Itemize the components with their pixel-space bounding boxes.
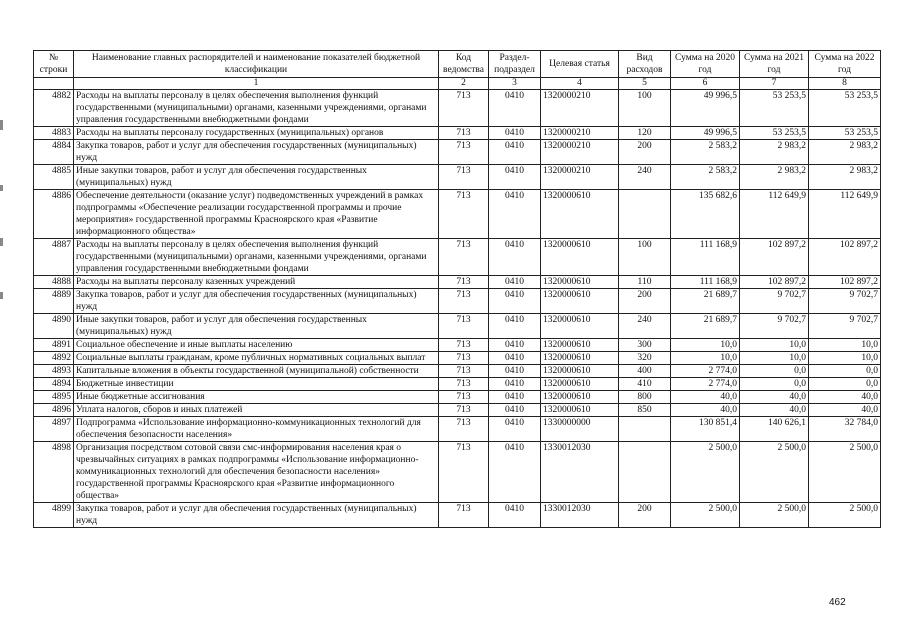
row-department-code-cell: 713 (439, 127, 489, 140)
row-name-cell: Обеспечение деятельности (оказание услуг) подведомственных учреждений в рамках подпрограммы «Обеспечение реализации государственной программы и прочие мероприятия» государственной программы Красноярского края «Развитие информационного общества» (74, 190, 439, 239)
scan-artifact (0, 120, 3, 130)
row-sum-2022-cell: 10,0 (809, 352, 881, 365)
row-expense-type-cell: 120 (619, 127, 671, 140)
table-row (34, 503, 881, 528)
column-number: 3 (489, 78, 541, 90)
header-sum-2020: Сумма на 2020 год (671, 51, 740, 78)
row-target-item-cell: 1320000210 (541, 165, 619, 190)
row-sum-2020-cell: 111 168,9 (671, 276, 740, 289)
table-row (34, 140, 881, 165)
row-department-code-cell: 713 (439, 140, 489, 165)
row-number-cell: 4886 (34, 190, 74, 239)
row-department-code-cell: 713 (439, 391, 489, 404)
row-sum-2021-cell: 10,0 (740, 339, 809, 352)
row-sum-2020-cell: 111 168,9 (671, 239, 740, 276)
header-section: Раздел- подраздел (489, 51, 541, 78)
row-expense-type-cell: 300 (619, 339, 671, 352)
row-expense-type-cell: 240 (619, 314, 671, 339)
row-target-item-cell: 1320000210 (541, 90, 619, 127)
row-sum-2022-cell: 2 983,2 (809, 165, 881, 190)
table-row (34, 417, 881, 442)
row-sum-2021-cell: 0,0 (740, 378, 809, 391)
row-sum-2022-cell: 102 897,2 (809, 276, 881, 289)
row-section-cell: 0410 (489, 314, 541, 339)
row-section-cell: 0410 (489, 391, 541, 404)
row-name-cell: Иные закупки товаров, работ и услуг для обеспечения государственных (муниципальных) нужд (74, 314, 439, 339)
row-number-cell: 4888 (34, 276, 74, 289)
row-name-cell: Расходы на выплаты персоналу в целях обеспечения выполнения функций государственными (муниципальными) органами, казенными учреждениями, органами управления государственными внебюджетными фондами (74, 90, 439, 127)
scan-artifact (0, 238, 3, 246)
row-name-cell: Капитальные вложения в объекты государственной (муниципальной) собственности (74, 365, 439, 378)
row-sum-2021-cell: 2 500,0 (740, 503, 809, 528)
table-row (34, 442, 881, 503)
row-section-cell: 0410 (489, 352, 541, 365)
row-section-cell: 0410 (489, 339, 541, 352)
row-section-cell: 0410 (489, 276, 541, 289)
header-sum-2021: Сумма на 2021 год (740, 51, 809, 78)
row-number-cell: 4898 (34, 442, 74, 503)
row-name-cell: Социальное обеспечение и иные выплаты населению (74, 339, 439, 352)
column-number: 5 (619, 78, 671, 90)
row-number-cell: 4885 (34, 165, 74, 190)
row-sum-2022-cell: 2 500,0 (809, 503, 881, 528)
header-department-code: Код ведомства (439, 51, 489, 78)
row-name-cell: Закупка товаров, работ и услуг для обеспечения государственных (муниципальных) нужд (74, 289, 439, 314)
row-department-code-cell: 713 (439, 352, 489, 365)
row-target-item-cell: 1320000610 (541, 190, 619, 239)
table-row (34, 127, 881, 140)
row-target-item-cell: 1320000610 (541, 378, 619, 391)
column-number: 8 (809, 78, 881, 90)
column-number: 2 (439, 78, 489, 90)
row-target-item-cell: 1320000610 (541, 239, 619, 276)
row-department-code-cell: 713 (439, 289, 489, 314)
row-section-cell: 0410 (489, 165, 541, 190)
column-number: 6 (671, 78, 740, 90)
header-sum-2022: Сумма на 2022 год (809, 51, 881, 78)
row-number-cell: 4883 (34, 127, 74, 140)
row-target-item-cell: 1320000210 (541, 140, 619, 165)
row-sum-2020-cell: 10,0 (671, 339, 740, 352)
row-department-code-cell: 713 (439, 90, 489, 127)
row-name-cell: Расходы на выплаты персоналу государственных (муниципальных) органов (74, 127, 439, 140)
row-target-item-cell: 1330012030 (541, 442, 619, 503)
row-section-cell: 0410 (489, 404, 541, 417)
row-name-cell: Расходы на выплаты персоналу в целях обеспечения выполнения функций государственными (муниципальными) органами, казенными учреждениями, органами управления государственными внебюджетными фондами (74, 239, 439, 276)
row-expense-type-cell: 800 (619, 391, 671, 404)
row-department-code-cell: 713 (439, 378, 489, 391)
row-sum-2022-cell: 53 253,5 (809, 127, 881, 140)
row-number-cell: 4895 (34, 391, 74, 404)
scan-artifact (0, 185, 3, 191)
row-name-cell: Расходы на выплаты персоналу казенных учреждений (74, 276, 439, 289)
row-sum-2020-cell: 49 996,5 (671, 127, 740, 140)
row-sum-2020-cell: 49 996,5 (671, 90, 740, 127)
table-row (34, 339, 881, 352)
row-sum-2022-cell: 32 784,0 (809, 417, 881, 442)
row-name-cell: Уплата налогов, сборов и иных платежей (74, 404, 439, 417)
row-name-cell: Подпрограмма «Использование информационно-коммуникационных технологий для обеспечения безопасности населения» (74, 417, 439, 442)
row-section-cell: 0410 (489, 442, 541, 503)
row-section-cell: 0410 (489, 365, 541, 378)
row-expense-type-cell: 320 (619, 352, 671, 365)
row-sum-2022-cell: 112 649,9 (809, 190, 881, 239)
table-header (34, 51, 881, 90)
row-target-item-cell: 1320000210 (541, 127, 619, 140)
row-expense-type-cell: 200 (619, 503, 671, 528)
row-expense-type-cell: 200 (619, 289, 671, 314)
row-name-cell: Закупка товаров, работ и услуг для обеспечения государственных (муниципальных) нужд (74, 503, 439, 528)
row-department-code-cell: 713 (439, 314, 489, 339)
row-name-cell: Иные закупки товаров, работ и услуг для обеспечения государственных (муниципальных) нужд (74, 165, 439, 190)
row-sum-2022-cell: 0,0 (809, 378, 881, 391)
row-section-cell: 0410 (489, 127, 541, 140)
column-number: 4 (541, 78, 619, 90)
table-row (34, 314, 881, 339)
row-department-code-cell: 713 (439, 365, 489, 378)
row-number-cell: 4894 (34, 378, 74, 391)
row-section-cell: 0410 (489, 190, 541, 239)
row-sum-2021-cell: 102 897,2 (740, 276, 809, 289)
row-sum-2021-cell: 2 983,2 (740, 140, 809, 165)
scan-artifact (0, 292, 3, 299)
row-sum-2020-cell: 2 583,2 (671, 140, 740, 165)
row-target-item-cell: 1330000000 (541, 417, 619, 442)
row-sum-2020-cell: 2 500,0 (671, 442, 740, 503)
table-row (34, 239, 881, 276)
row-sum-2021-cell: 0,0 (740, 365, 809, 378)
row-number-cell: 4884 (34, 140, 74, 165)
header-expense-type: Вид расходов (619, 51, 671, 78)
row-department-code-cell: 713 (439, 190, 489, 239)
header-target-item: Целевая статья (541, 51, 619, 78)
row-department-code-cell: 713 (439, 339, 489, 352)
table-row (34, 391, 881, 404)
row-department-code-cell: 713 (439, 165, 489, 190)
row-section-cell: 0410 (489, 289, 541, 314)
row-department-code-cell: 713 (439, 503, 489, 528)
row-sum-2020-cell: 135 682,6 (671, 190, 740, 239)
row-name-cell: Организация посредством сотовой связи смс-информирования населения края о чрезвычайных ситуациях в рамках подпрограммы «Использование информационно-коммуникационных технологий для обеспечения безопасности населения» государственной программы Красноярского края «Развитие информационного общества» (74, 442, 439, 503)
row-expense-type-cell: 200 (619, 140, 671, 165)
row-sum-2020-cell: 2 774,0 (671, 378, 740, 391)
row-expense-type-cell: 850 (619, 404, 671, 417)
row-target-item-cell: 1320000610 (541, 314, 619, 339)
row-section-cell: 0410 (489, 417, 541, 442)
row-sum-2020-cell: 40,0 (671, 404, 740, 417)
row-target-item-cell: 1320000610 (541, 276, 619, 289)
row-sum-2021-cell: 102 897,2 (740, 239, 809, 276)
row-sum-2021-cell: 2 500,0 (740, 442, 809, 503)
row-target-item-cell: 1320000610 (541, 365, 619, 378)
row-target-item-cell: 1320000610 (541, 339, 619, 352)
row-name-cell: Социальные выплаты гражданам, кроме публичных нормативных социальных выплат (74, 352, 439, 365)
row-section-cell: 0410 (489, 90, 541, 127)
column-number: 7 (740, 78, 809, 90)
row-target-item-cell: 1320000610 (541, 352, 619, 365)
row-department-code-cell: 713 (439, 404, 489, 417)
table-row (34, 352, 881, 365)
row-expense-type-cell: 110 (619, 276, 671, 289)
row-sum-2022-cell: 9 702,7 (809, 289, 881, 314)
page-number: 462 (829, 597, 846, 608)
row-sum-2022-cell: 0,0 (809, 365, 881, 378)
row-number-cell: 4893 (34, 365, 74, 378)
row-number-cell: 4897 (34, 417, 74, 442)
row-department-code-cell: 713 (439, 239, 489, 276)
row-sum-2022-cell: 40,0 (809, 391, 881, 404)
row-sum-2020-cell: 130 851,4 (671, 417, 740, 442)
row-section-cell: 0410 (489, 378, 541, 391)
header-name: Наименование главных распорядителей и наименование показателей бюджетной классификации (74, 51, 439, 78)
table-row (34, 404, 881, 417)
row-section-cell: 0410 (489, 503, 541, 528)
row-name-cell: Иные бюджетные ассигнования (74, 391, 439, 404)
table-row (34, 165, 881, 190)
column-number: 1 (74, 78, 439, 90)
row-target-item-cell: 1320000610 (541, 404, 619, 417)
row-sum-2022-cell: 102 897,2 (809, 239, 881, 276)
budget-table (33, 50, 881, 528)
row-name-cell: Бюджетные инвестиции (74, 378, 439, 391)
row-expense-type-cell: 100 (619, 239, 671, 276)
row-sum-2021-cell: 40,0 (740, 404, 809, 417)
row-sum-2020-cell: 2 500,0 (671, 503, 740, 528)
row-section-cell: 0410 (489, 239, 541, 276)
row-sum-2020-cell: 2 583,2 (671, 165, 740, 190)
row-sum-2022-cell: 2 983,2 (809, 140, 881, 165)
row-number-cell: 4892 (34, 352, 74, 365)
row-expense-type-cell: 240 (619, 165, 671, 190)
row-sum-2021-cell: 10,0 (740, 352, 809, 365)
row-sum-2021-cell: 40,0 (740, 391, 809, 404)
row-expense-type-cell: 410 (619, 378, 671, 391)
row-sum-2020-cell: 40,0 (671, 391, 740, 404)
table-row (34, 276, 881, 289)
row-sum-2022-cell: 53 253,5 (809, 90, 881, 127)
row-expense-type-cell (619, 190, 671, 239)
row-section-cell: 0410 (489, 140, 541, 165)
row-number-cell: 4896 (34, 404, 74, 417)
row-number-cell: 4899 (34, 503, 74, 528)
row-sum-2021-cell: 53 253,5 (740, 90, 809, 127)
row-number-cell: 4891 (34, 339, 74, 352)
header-row-number: № строки (34, 51, 74, 78)
row-target-item-cell: 1320000610 (541, 391, 619, 404)
row-sum-2020-cell: 21 689,7 (671, 289, 740, 314)
table-row (34, 365, 881, 378)
row-number-cell: 4890 (34, 314, 74, 339)
row-number-cell: 4882 (34, 90, 74, 127)
row-sum-2022-cell: 2 500,0 (809, 442, 881, 503)
table-row (34, 190, 881, 239)
row-sum-2021-cell: 2 983,2 (740, 165, 809, 190)
row-expense-type-cell: 100 (619, 90, 671, 127)
row-target-item-cell: 1320000610 (541, 289, 619, 314)
row-name-cell: Закупка товаров, работ и услуг для обеспечения государственных (муниципальных) нужд (74, 140, 439, 165)
row-expense-type-cell: 400 (619, 365, 671, 378)
column-number-empty (34, 78, 74, 90)
row-sum-2020-cell: 2 774,0 (671, 365, 740, 378)
table-row (34, 378, 881, 391)
row-target-item-cell: 1330012030 (541, 503, 619, 528)
table-row (34, 90, 881, 127)
row-department-code-cell: 713 (439, 276, 489, 289)
row-sum-2021-cell: 112 649,9 (740, 190, 809, 239)
row-department-code-cell: 713 (439, 442, 489, 503)
column-numbers-row (34, 78, 881, 90)
table-row (34, 289, 881, 314)
row-sum-2020-cell: 21 689,7 (671, 314, 740, 339)
row-expense-type-cell (619, 442, 671, 503)
row-sum-2021-cell: 9 702,7 (740, 289, 809, 314)
row-sum-2021-cell: 53 253,5 (740, 127, 809, 140)
row-sum-2022-cell: 40,0 (809, 404, 881, 417)
row-sum-2021-cell: 9 702,7 (740, 314, 809, 339)
row-sum-2022-cell: 9 702,7 (809, 314, 881, 339)
row-expense-type-cell (619, 417, 671, 442)
table-body (34, 90, 881, 528)
row-sum-2022-cell: 10,0 (809, 339, 881, 352)
row-sum-2021-cell: 140 626,1 (740, 417, 809, 442)
row-department-code-cell: 713 (439, 417, 489, 442)
row-number-cell: 4887 (34, 239, 74, 276)
row-number-cell: 4889 (34, 289, 74, 314)
row-sum-2020-cell: 10,0 (671, 352, 740, 365)
